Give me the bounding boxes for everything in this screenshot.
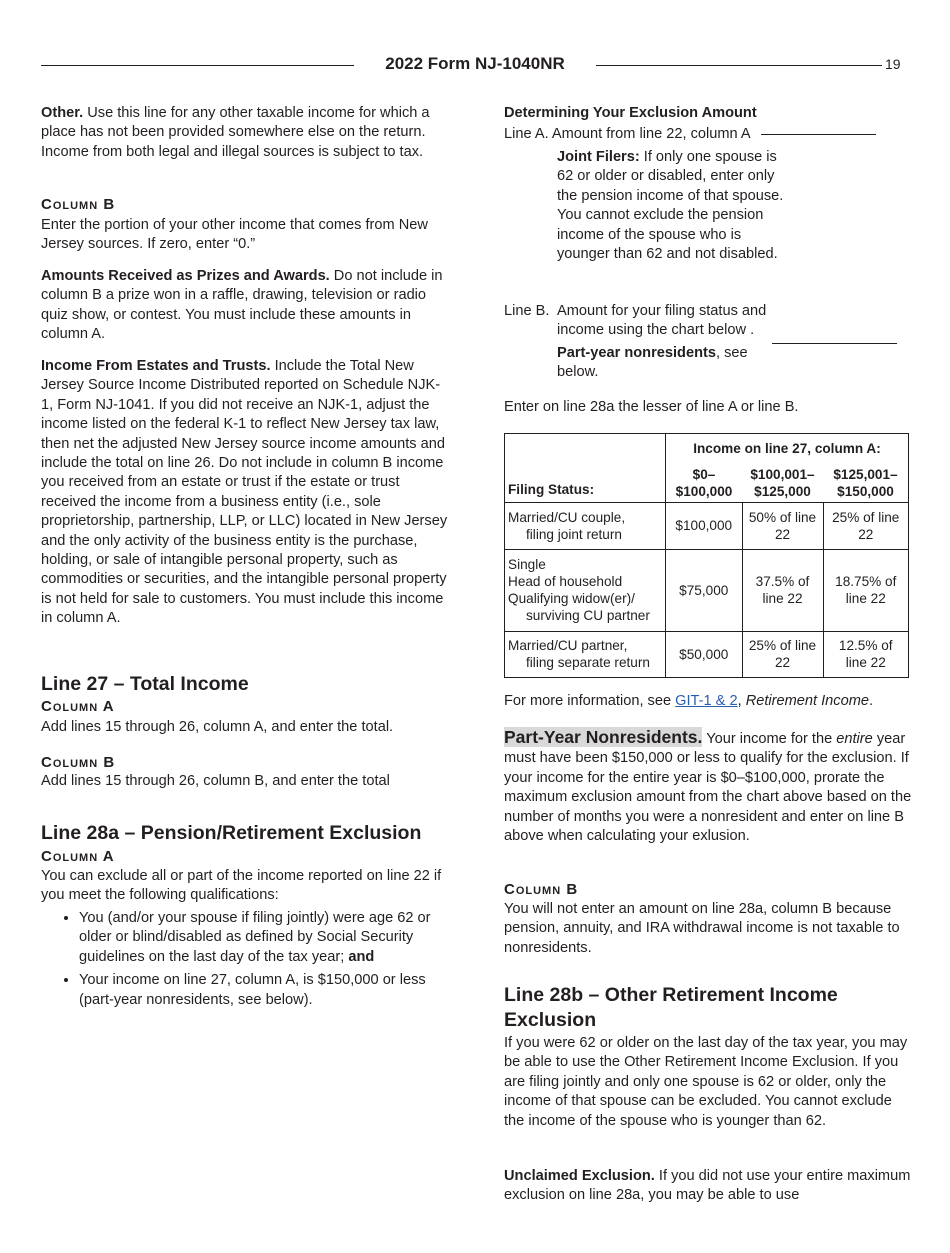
unclaimed-lead: Unclaimed Exclusion. xyxy=(504,1168,655,1184)
prizes-lead: Amounts Received as Prizes and Awards. xyxy=(41,268,330,284)
line28a-text: You can exclude all or part of the income reported on line 22 if you meet the following qualifications: xyxy=(41,868,442,904)
qualification-item xyxy=(79,971,451,1010)
qualification-item xyxy=(79,909,451,967)
status-line: Married/CU couple, xyxy=(508,509,626,525)
enter-instruction: Enter on line 28a the lesser of line A or line B. xyxy=(504,399,799,415)
pyn-text: Your income for the xyxy=(702,731,837,747)
estates-text: Include the Total New Jersey Source Income Distributed reported on Schedule NJK-1, Form NJ-1041. If you did not receive an NJK-1, adjust the income listed on the federal K-1 to reflect New Jersey tax law, then net the adjusted New Jersey source income amounts and include the total on line 26. Do not include in column B income you received from an estate or trust if the estate or trust received the income from a business entity (i.e., sole proprietorship, partnership, LLP, or LLC) located in New Jersey and the only activity of the business entity is the purchase, holding, or sale of intangible personal property, such as commodities or securities, and the intangible personal property is not held for sale to customers. You must include this income in column A. xyxy=(41,358,448,627)
status-line: Married/CU partner, xyxy=(508,638,628,653)
line-b-label: Line B. xyxy=(504,303,550,319)
qualification-text: Your income on line 27, column A, is $150,000 or less (part-year nonresidents, see below). xyxy=(79,972,426,1008)
estates-paragraph xyxy=(41,357,451,629)
status-line: Single xyxy=(508,557,546,572)
filing-status-cell xyxy=(505,502,666,549)
filing-status-cell xyxy=(505,631,666,677)
joint-filers-text: If only one spouse is 62 or older or disabled, enter only the pension income of that spouse. You cannot exclude the pension income of the spouse who is younger than 62 and not disabled. xyxy=(557,149,784,263)
line-a-blank xyxy=(761,133,876,135)
column-b-heading: Column B xyxy=(41,196,116,213)
amount-cell: 12.5% of line 22 xyxy=(823,631,909,677)
amount-cell: $75,000 xyxy=(666,549,743,631)
part-year-text: , see below. xyxy=(557,345,748,381)
prizes-paragraph xyxy=(41,267,451,345)
other-paragraph xyxy=(41,104,451,162)
right-column-b-heading: Column B xyxy=(504,881,579,898)
line28a-heading: Line 28a – Pension/Retirement Exclusion xyxy=(41,822,422,844)
line-a-label: Line A. Amount from line 22, column A xyxy=(504,126,751,142)
line28b-text: If you were 62 or older on the last day of the tax year, you may be able to use the Other Retirement Income Exclusion. If you are filing jointly and only one spouse is 62 or older, only the income of that spouse can be excluded. You cannot exclude the income of the spouse who is younger than 62. xyxy=(504,1035,908,1129)
line-b-text: Amount for your filing status and income using the chart below . xyxy=(557,303,767,339)
line27-column-b-heading: Column B xyxy=(41,754,116,771)
table-row xyxy=(505,631,909,677)
income-col-header: $100,001– $125,000 xyxy=(742,464,823,503)
line28a-column-a-heading: Column A xyxy=(41,848,115,865)
exclusion-table xyxy=(504,433,909,678)
line27-heading: Line 27 – Total Income xyxy=(41,673,249,695)
more-info-text: For more information, see xyxy=(504,693,676,709)
filing-status-cell xyxy=(505,549,666,631)
amount-cell: 25% of line 22 xyxy=(823,502,909,549)
line28b-heading: Line 28b – Other Retirement Income Exclusion xyxy=(504,984,838,1031)
joint-filers-lead: Joint Filers: xyxy=(557,149,640,165)
amount-cell: 25% of line 22 xyxy=(742,631,823,677)
other-lead: Other. xyxy=(41,105,84,121)
pyn-emphasis: entire xyxy=(836,731,873,747)
status-line: Qualifying widow(er)/ xyxy=(508,591,635,606)
amount-cell: 18.75% of line 22 xyxy=(823,549,909,631)
right-column-b-text: You will not enter an amount on line 28a, column B because pension, annuity, and IRA withdrawal income is not taxable to nonresidents. xyxy=(504,901,900,956)
page-number: 19 xyxy=(885,56,901,72)
amount-cell: $50,000 xyxy=(666,631,743,677)
part-year-nonresidents-paragraph xyxy=(504,728,914,846)
table-row xyxy=(505,502,909,549)
pyn-text: year must have been $150,000 or less to qualify for the exclusion. If your income for the entire year is $0–$100,000, prorate the maximum exclusion amount from the chart above based on the number of months you were a nonresident and enter on line B above when calculating your exlusion. xyxy=(504,731,912,845)
table-row xyxy=(505,549,909,631)
income-col-header: $0– $100,000 xyxy=(666,464,743,503)
joint-filers-note xyxy=(557,148,787,264)
amount-cell: $100,000 xyxy=(666,502,743,549)
unclaimed-text: If you did not use your entire maximum exclusion on line 28a, you may be able to use xyxy=(504,1168,911,1204)
line-a xyxy=(504,125,914,144)
part-year-note xyxy=(557,344,792,383)
git-link[interactable]: GIT-1 & 2 xyxy=(675,693,738,709)
amount-cell: 50% of line 22 xyxy=(742,502,823,549)
part-year-lead: Part-year nonresidents xyxy=(557,345,716,361)
amount-cell: 37.5% of line 22 xyxy=(742,549,823,631)
status-line: Head of household xyxy=(508,574,623,589)
status-line: surviving CU partner xyxy=(526,608,650,623)
unclaimed-paragraph xyxy=(504,1167,914,1206)
qualification-text: You (and/or your spouse if filing jointly) were age 62 or older or blind/disabled as defined by Social Security guidelines on the last day of the tax year; xyxy=(79,910,431,965)
column-b-text: Enter the portion of your other income that comes from New Jersey sources. If zero, enter “0.” xyxy=(41,217,428,253)
status-line: filing joint return xyxy=(526,526,622,542)
retirement-income-title: Retirement Income xyxy=(745,693,869,709)
page-title: 2022 Form NJ-1040NR xyxy=(385,54,565,73)
determining-heading: Determining Your Exclusion Amount xyxy=(504,105,757,121)
other-text: Use this line for any other taxable income for which a place has not been provided somewhere else on the return. Income from both legal and illegal sources is subject to tax. xyxy=(41,105,430,160)
line-b xyxy=(557,302,912,341)
prizes-text: Do not include in column B a prize won in a raffle, drawing, television or radio quiz show, or contest. You must include these amounts in column A. xyxy=(41,268,443,343)
and-text: and xyxy=(344,948,375,965)
qualification-list xyxy=(41,909,451,1014)
more-info-text: . xyxy=(869,693,874,709)
status-line: filing separate return xyxy=(526,655,650,670)
line27-column-a-text: Add lines 15 through 26, column A, and enter the total. xyxy=(41,719,394,735)
estates-lead: Income From Estates and Trusts. xyxy=(41,358,271,374)
more-info-text: , xyxy=(737,693,746,709)
income-col-header: $125,001– $150,000 xyxy=(823,464,909,503)
income-group-header: Income on line 27, column A: xyxy=(666,434,909,464)
line27-column-a-heading: Column A xyxy=(41,698,115,715)
part-year-heading: Part-Year Nonresidents. xyxy=(504,727,703,747)
header-rule-right xyxy=(596,65,882,66)
header-rule-left xyxy=(41,65,354,66)
filing-status-header: Filing Status: xyxy=(505,434,666,503)
line27-column-b-text: Add lines 15 through 26, column B, and enter the total xyxy=(41,773,390,789)
more-info xyxy=(504,692,914,711)
